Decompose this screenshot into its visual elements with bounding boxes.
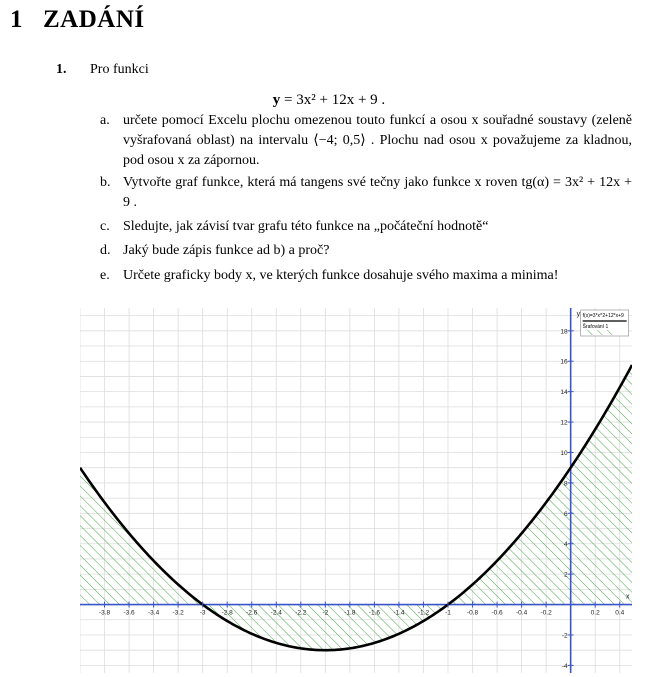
item-letter: d. [100, 243, 111, 258]
item-letter: e. [100, 268, 110, 283]
item-text: Určete graficky body x, ve kterých funkce dosahuje svého maxima a minima! [123, 268, 559, 283]
x-tick-label: -3.2 [172, 609, 184, 617]
x-tick-label: 0.4 [615, 609, 625, 617]
x-tick-label: -0.6 [491, 609, 503, 617]
y-tick-label: -4 [561, 662, 568, 670]
x-tick-label: -1.8 [344, 609, 356, 617]
legend-entry-function: f(x)=3*x^2+12*x+9 [582, 313, 624, 319]
x-tick-label: -2 [322, 609, 329, 617]
y-tick-label: 10 [560, 449, 568, 457]
item-text: určete pomocí Excelu plochu omezenou touto funkcí a osou x souřadné soustavy (zeleně vyšrafovaná oblast) na intervalu ⟨−4; 0,5⟩ . Plochu nad osou x považujeme za kladnou, pod osou x za zápornou. [123, 113, 632, 168]
section-number: 1 [10, 6, 23, 33]
item-letter: c. [100, 219, 110, 234]
x-tick-label: -3.4 [147, 609, 160, 617]
list-item-c [100, 217, 632, 237]
formula-rhs: = 3x² + 12x + 9 . [284, 92, 386, 108]
y-tick-label: 8 [564, 480, 568, 488]
x-tick-label: -3.8 [98, 609, 111, 617]
x-tick-label: -1.2 [417, 609, 430, 617]
item-text: Sledujte, jak závisí tvar grafu této funkce na „počáteční hodnotě“ [123, 219, 489, 234]
item-letter: b. [100, 175, 111, 190]
item-letter: a. [100, 113, 110, 128]
x-tick-label: -0.8 [466, 609, 479, 617]
list-item-a [100, 111, 632, 171]
legend-hatch-swatch [583, 330, 613, 335]
y-tick-label: 18 [560, 328, 568, 336]
function-formula [0, 92, 658, 109]
y-tick-label: 14 [560, 389, 568, 397]
x-tick-label: -0.2 [540, 609, 552, 617]
formula-lhs: y [272, 92, 281, 108]
y-tick-label: 4 [564, 541, 568, 549]
x-tick-label: -2.2 [295, 609, 307, 617]
y-tick-label: -2 [561, 632, 568, 640]
item-text: Vytvořte graf funkce, která má tangens své tečny jako funkce x roven tg(α) = 3x² + 12x + 9 . [123, 175, 632, 210]
x-tick-label: -2.6 [246, 609, 258, 617]
list-item-b [100, 173, 632, 213]
x-tick-label: -1.4 [393, 609, 405, 617]
x-tick-label: -3 [199, 609, 206, 617]
x-tick-label: -1.6 [368, 609, 381, 617]
x-tick-label: -1 [445, 609, 451, 617]
x-tick-label: -0.4 [515, 609, 528, 617]
x-tick-label: -2.4 [270, 609, 282, 617]
x-tick-label: 0.2 [590, 609, 600, 617]
list-item-d [100, 241, 632, 261]
list-item-e [100, 266, 632, 286]
section-heading [10, 6, 145, 34]
y-tick-label: 2 [564, 571, 568, 579]
section-title: ZADÁNÍ [43, 6, 145, 33]
x-tick-label: -2.8 [221, 609, 233, 617]
x-axis-label: x [626, 593, 630, 601]
y-tick-label: 12 [560, 419, 568, 427]
item-text: Jaký bude zápis funkce ad b) a proč? [123, 243, 330, 258]
hatched-area [80, 365, 632, 650]
y-tick-label: 6 [564, 510, 568, 518]
legend-entry-hatch: Šrafování 1 [582, 324, 609, 330]
y-tick-label: 16 [560, 358, 568, 366]
x-tick-label: -3.6 [123, 609, 135, 617]
task-heading [56, 62, 149, 78]
task-number: 1. [56, 62, 67, 77]
task-intro: Pro funkci [90, 62, 149, 77]
function-graph [80, 308, 632, 673]
y-axis-label: y [576, 311, 581, 318]
